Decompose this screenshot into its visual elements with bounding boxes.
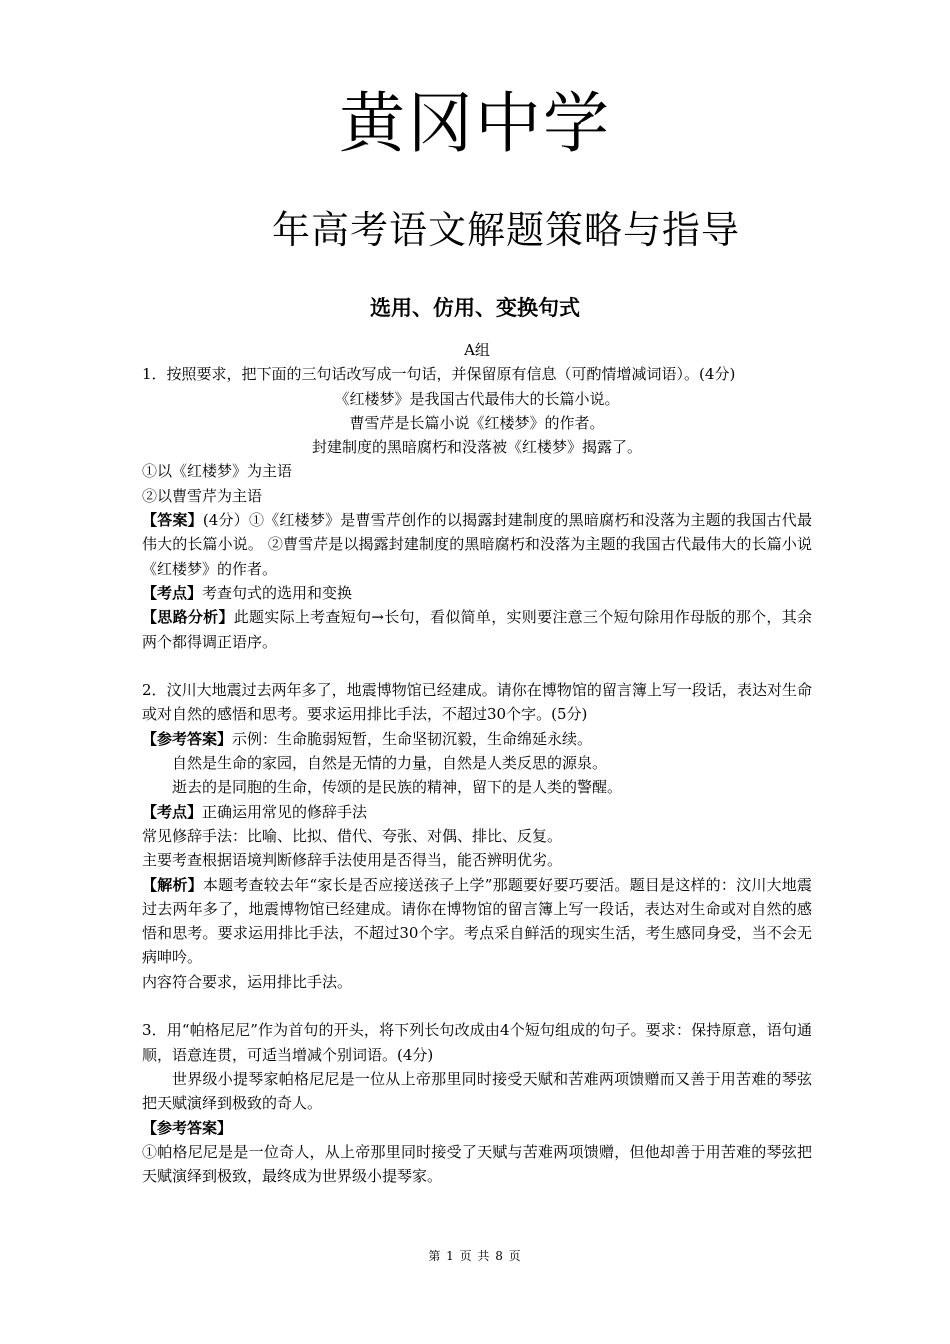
q2-content: 内容符合要求，运用排比手法。	[142, 972, 353, 991]
q2-main-check: 主要考查根据语境判断修辞手法使用是否得当，能否辨明优劣。	[142, 851, 563, 870]
q1-prompt: 1．按照要求，把下面的三句话改写成一句话，并保留原有信息（可酌情增减词语）。(4分)	[142, 365, 736, 384]
q2-example-3: 逝去的是同胞的生命，传颂的是民族的精神，留下的是人类的警醒。	[172, 778, 623, 797]
q1-requirement-1: ①以《红楼梦》为主语	[142, 462, 293, 481]
q3-answer-1: ①帕格尼尼是是一位奇人，从上帝那里同时接受了天赋与苦难两项馈赠，但他却善于用苦难的琴弦把天赋演绎到极致，最终成为世界级小提琴家。	[142, 1142, 812, 1186]
document-body	[142, 338, 812, 1188]
document-title: 年高考语文解题策略与指导	[272, 208, 741, 252]
q2-analysis	[142, 873, 812, 970]
q1-sentence-1: 《红楼梦》是我国古代最伟大的长篇小说。	[334, 389, 620, 408]
point-tag: 【考点】	[142, 583, 203, 602]
q1-answer	[142, 508, 812, 581]
group-label: A组	[464, 341, 490, 359]
q2-common-devices: 常见修辞手法：比喻、比拟、借代、夸张、对偶、排比、反复。	[142, 826, 563, 845]
answer-text: 示例：生命脆弱短暂，生命坚韧沉毅，生命绵延永续。	[232, 729, 593, 748]
section-heading: 选用、仿用、变换句式	[370, 295, 580, 320]
answer-tag: 【答案】	[142, 511, 203, 530]
analysis-tag: 【解析】	[142, 875, 203, 894]
answer-tag: 【参考答案】	[142, 729, 233, 748]
q3-answer-tag: 【参考答案】	[142, 1118, 233, 1137]
q1-requirement-2: ②以曹雪芹为主语	[142, 486, 263, 505]
q2-point	[142, 800, 812, 824]
q3-prompt: 3．用“帕格尼尼”作为首句的开头，将下列长句改成由4个短句组成的句子。要求：保持原意，语句通顺，语意连贯，可适当增减个别词语。(4分)	[142, 1021, 812, 1064]
q1-sentence-2: 曹雪芹是长篇小说《红楼梦》的作者。	[349, 413, 605, 432]
q2-prompt: 2．汶川大地震过去两年多了，地震博物馆已经建成。请你在博物馆的留言簿上写一段话，表达对生命或对自然的感悟和思考。要求运用排比手法，不超过30个字。(5分)	[142, 681, 812, 724]
analysis-text: 本题考查较去年“家长是否应接送孩子上学”那题要好要巧要活。题目是这样的：汶川大地震过去两年多了，地震博物馆已经建成。请你在博物馆的留言簿上写一段话，表达对生命或对自然的感悟和思考。要求运用排比手法，不超过30个字。考点采自鲜活的现实生活，考生感同身受，当不会无病呻吟。	[142, 875, 812, 967]
spacer	[142, 654, 812, 678]
analysis-tag: 【思路分析】	[142, 608, 234, 627]
spacer	[142, 994, 812, 1018]
q2-answer	[142, 727, 812, 751]
point-text: 考查句式的选用和变换	[202, 583, 353, 602]
q2-example-2: 自然是生命的家园，自然是无情的力量，自然是人类反思的源泉。	[172, 754, 608, 773]
q3-source-sentence: 世界级小提琴家帕格尼尼是一位从上帝那里同时接受天赋和苦难两项馈赠而又善于用苦难的琴弦把天赋演绎到极致的奇人。	[142, 1069, 812, 1113]
q1-analysis	[142, 605, 812, 654]
answer-text: (4分）①《红楼梦》是曹雪芹创作的以揭露封建制度的黑暗腐朽和没落为主题的我国古代最伟大的长篇小说。 ②曹雪芹是以揭露封建制度的黑暗腐朽和没落为主题的我国古代最伟大的长篇小说《红楼梦》的作者。	[142, 511, 812, 578]
page-footer: 第 1 页 共 8 页	[428, 1249, 522, 1263]
point-text: 正确运用常见的修辞手法	[202, 802, 368, 821]
q1-point	[142, 581, 812, 605]
school-name: 黄冈中学	[339, 85, 611, 162]
point-tag: 【考点】	[142, 802, 203, 821]
analysis-text: 此题实际上考查短句→长句，看似简单，实则要注意三个短句除用作母版的那个，其余两个都得调正语序。	[142, 608, 812, 651]
q1-sentence-3: 封建制度的黑暗腐朽和没落被《红楼梦》揭露了。	[311, 438, 642, 457]
